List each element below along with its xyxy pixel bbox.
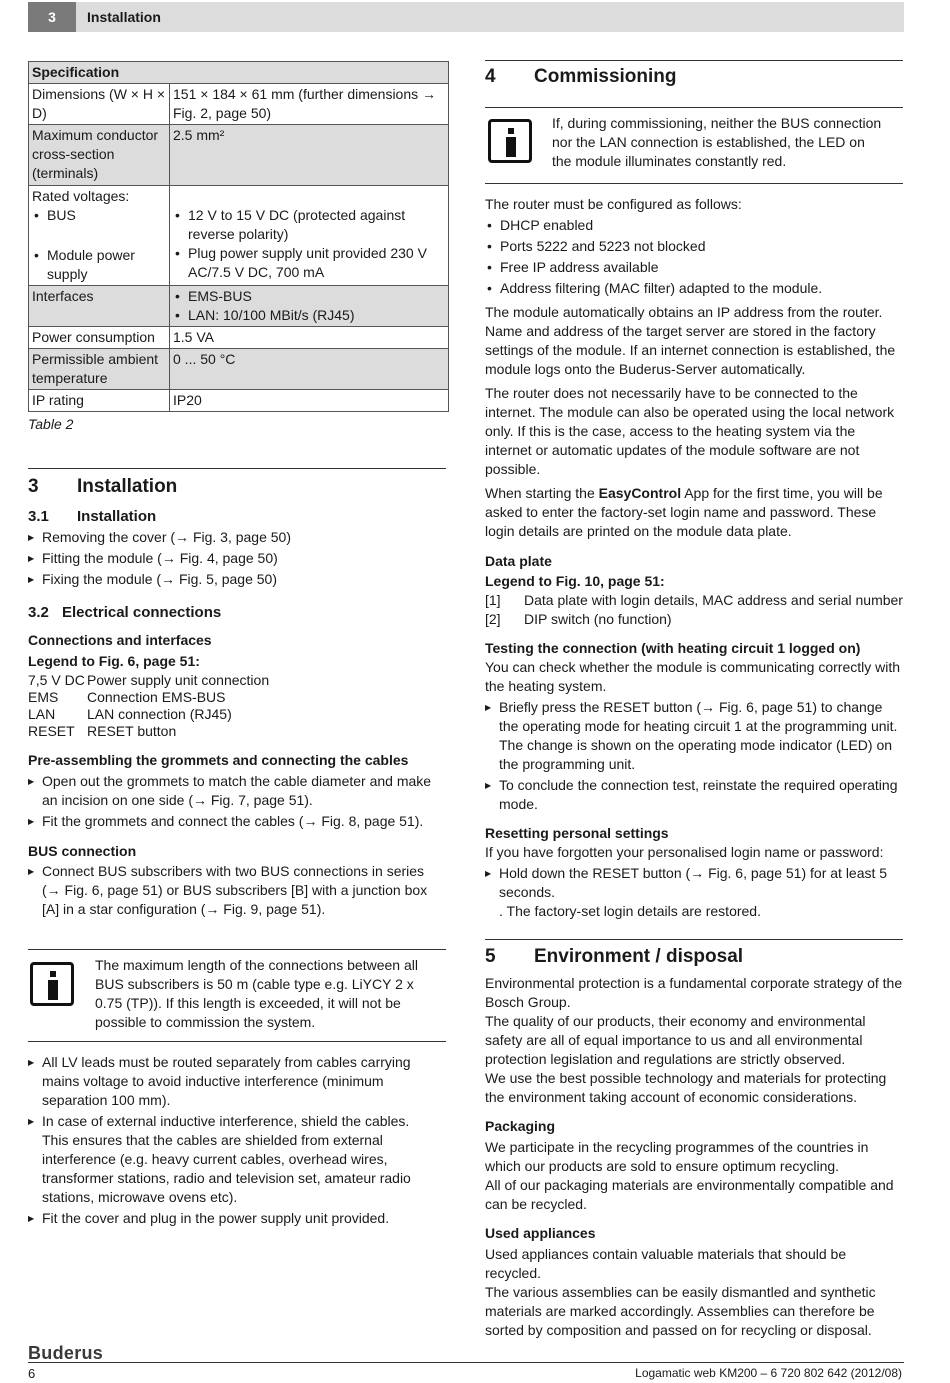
section-rule	[28, 468, 446, 469]
paragraph: If you have forgotten your personalised login name or password:	[485, 844, 884, 860]
spec-label: Power consumption	[29, 327, 170, 349]
used-appliances-heading: Used appliances	[485, 1225, 596, 1241]
chapter-number: 3	[28, 2, 76, 32]
test-steps	[485, 698, 903, 814]
spec-value: 0 ... 50 °C	[170, 349, 449, 390]
spec-value-cell	[170, 286, 449, 327]
section-5	[485, 947, 903, 1340]
legend-row: [1] Data plate with login details, MAC address and serial number	[485, 592, 903, 608]
list-item: ▶ Hold down the RESET button (→ Fig. 6, page 51) for at least 5 seconds. . The factory-set login details are restored.	[485, 864, 903, 921]
spec-value: • LAN: 10/100 MBit/s (RJ45)	[175, 307, 355, 323]
list-item: • Free IP address available	[485, 258, 903, 277]
paragraph: Used appliances contain valuable materials that should be recycled.	[485, 1246, 847, 1281]
info-icon	[30, 962, 74, 1006]
left-column	[28, 61, 449, 434]
section-3-heading: 3 Installation	[28, 476, 178, 497]
grommet-heading: Pre-assembling the grommets and connecting the cables	[28, 752, 409, 768]
legend-row: RESET RESET button	[28, 723, 177, 739]
legend-row: LAN LAN connection (RJ45)	[28, 706, 232, 722]
paragraph: The module automatically obtains an IP address from the router. Name and address of the target server are stored in the factory settings of the module. If an internet connection is established, the module logs onto the Buderus-Server automatically.	[485, 304, 896, 377]
spec-value: • 12 V to 15 V DC (protected against reverse polarity)	[175, 207, 406, 242]
chapter-title: Installation	[87, 9, 161, 25]
section-3-1-heading: 3.1 Installation	[28, 508, 157, 525]
section-rule	[485, 60, 903, 61]
paragraph: Environmental protection is a fundamental corporate strategy of the Bosch Group.	[485, 975, 903, 1010]
spec-label-cell	[29, 286, 170, 327]
page-number: 6	[28, 1366, 36, 1381]
section-4-heading: 4 Commissioning	[485, 66, 677, 87]
legend-row: 7,5 V DC Power supply unit connection	[28, 672, 270, 688]
spec-value: 1.5 VA	[170, 327, 449, 349]
list-item: ▶ Fit the cover and plug in the power supply unit provided.	[28, 1209, 446, 1228]
connections-legend	[28, 672, 446, 740]
reset-note: . The factory-set login details are restored.	[499, 903, 761, 919]
router-intro: The router must be configured as follows:	[485, 196, 742, 212]
legend-row: [2] DIP switch (no function)	[485, 611, 672, 627]
list-item: • DHCP enabled	[485, 216, 903, 235]
section-5-heading: 5 Environment / disposal	[485, 946, 744, 967]
legend-heading: Legend to Fig. 6, page 51:	[28, 653, 200, 669]
paragraph: We participate in the recycling programmes of the countries in which our products are sold to ensure optimum recycling.	[485, 1139, 869, 1174]
info-rule-top	[485, 107, 903, 108]
paragraph: The router does not necessarily have to be connected to the internet. The module can also be operated using the local network only. If this is the case, access to the heating system via the internet or automatic updates of the module software are not possible.	[485, 385, 895, 477]
list-item: ▶ Fixing the module (→ Fig. 5, page 50)	[28, 570, 446, 589]
section-3	[28, 477, 446, 919]
spec-sublabel: • Module power supply	[34, 247, 135, 282]
test-note: The change is shown on the operating mode indicator (LED) on the programming unit.	[499, 737, 893, 772]
spec-label: Maximum conductor cross-section (terminals)	[29, 125, 170, 186]
spec-label-cell	[29, 186, 170, 286]
section-3-2-heading: 3.2 Electrical connections	[28, 604, 222, 621]
list-item: ▶ All LV leads must be routed separately from cables carrying mains voltage to avoid inductive interference (minimum separation 100 mm).	[28, 1053, 446, 1110]
paragraph: The various assemblies can be easily dismantled and synthetic materials are marked accordingly. Assemblies can therefore be sorted by composition and passed on for recycling or disposal.	[485, 1284, 876, 1338]
paragraph: We use the best possible technology and materials for protecting the environment taking account of economic considerations.	[485, 1070, 887, 1105]
spec-table-title: Specification	[29, 62, 449, 84]
paragraph: All of our packaging materials are environmentally compatible and can be recycled.	[485, 1177, 894, 1212]
footer-rule	[28, 1362, 904, 1363]
spec-value: • Plug power supply unit provided 230 V AC/7.5 V DC, 700 mA	[175, 245, 427, 280]
list-item: • Ports 5222 and 5223 not blocked	[485, 237, 903, 256]
reset-steps	[485, 864, 903, 921]
list-item: ▶ Fitting the module (→ Fig. 4, page 50)	[28, 549, 446, 568]
paragraph: You can check whether the module is communicating correctly with the heating system.	[485, 659, 901, 694]
spec-value: IP20	[170, 390, 449, 412]
section-4	[485, 195, 903, 921]
info-rule-top	[28, 949, 446, 950]
shield-note: This ensures that the cables are shielded from external interference (e.g. heavy current cables, overhead wires, transformer stations, radio and television set, amateur radio stations, microwave ovens etc).	[42, 1132, 411, 1205]
grommet-steps	[28, 772, 446, 831]
spec-value-cell	[170, 186, 449, 286]
spec-sublabel: • BUS	[34, 207, 76, 223]
spec-value: • EMS-BUS	[175, 288, 252, 304]
table-caption: Table 2	[28, 416, 74, 432]
list-item: ▶ Open out the grommets to match the cable diameter and make an incision on one side (→ Fig. 7, page 51).	[28, 772, 446, 810]
spec-label: IP rating	[29, 390, 170, 412]
packaging-heading: Packaging	[485, 1118, 556, 1134]
spec-value: 151 × 184 × 61 mm (further dimensions → Fig. 2, page 50)	[170, 84, 449, 125]
data-plate-heading: Data plate	[485, 553, 552, 569]
lv-steps	[28, 1053, 446, 1228]
list-item: • Address filtering (MAC filter) adapted to the module.	[485, 279, 903, 298]
paragraph: The quality of our products, their economy and environmental safety are all of equal importance to us and all environmental protection legislation and regulations are strictly observed.	[485, 1013, 866, 1067]
spec-label: Permissible ambient temperature	[29, 349, 170, 390]
info-rule-bottom	[28, 1041, 446, 1042]
document-reference: Logamatic web KM200 – 6 720 802 642 (2012/08)	[635, 1366, 902, 1380]
brand-logo: Buderus	[28, 1343, 104, 1363]
legend-row: EMS Connection EMS-BUS	[28, 689, 226, 705]
test-heading: Testing the connection (with heating circuit 1 logged on)	[485, 640, 861, 656]
spec-value: 2.5 mm²	[170, 125, 449, 186]
info-note: The maximum length of the connections between all BUS subscribers is 50 m (cable type e.g. LiYCY 2 x 0.75 (TP)). If this length is exceeded, it will not be possible to commission the system.	[95, 957, 418, 1030]
installation-steps	[28, 528, 446, 589]
data-plate-legend	[485, 591, 903, 629]
list-item: ▶ In case of external inductive interference, shield the cables. This ensures that the cables are shielded from external interference (e.g. heavy current cables, overhead wires, transformer stations, radio and television set, amateur radio stations, microwave ovens etc).	[28, 1112, 446, 1207]
info-note: If, during commissioning, neither the BUS connection nor the LAN connection is established, the LED on the module illuminates constantly red.	[552, 115, 882, 169]
connections-heading: Connections and interfaces	[28, 632, 212, 648]
app-name: EasyControl	[598, 485, 682, 501]
paragraph: When starting the EasyControl App for the first time, you will be asked to enter the factory-set login name and password. These login details are printed on the module data plate.	[485, 485, 883, 539]
spec-table	[28, 61, 449, 412]
info-icon	[488, 119, 532, 163]
spec-label: Rated voltages:	[32, 188, 130, 204]
section-rule	[485, 939, 903, 940]
info-rule-bottom	[485, 183, 903, 184]
list-item: ▶ Fit the grommets and connect the cables (→ Fig. 8, page 51).	[28, 812, 446, 831]
router-list	[485, 216, 903, 298]
list-item: ▶ Removing the cover (→ Fig. 3, page 50)	[28, 528, 446, 547]
list-item: ▶ Briefly press the RESET button (→ Fig. 6, page 51) to change the operating mode for heating circuit 1 at the programming unit. The change is shown on the operating mode indicator (LED) on the programming unit.	[485, 698, 903, 774]
bus-heading: BUS connection	[28, 843, 137, 859]
legend-heading: Legend to Fig. 10, page 51:	[485, 573, 665, 589]
spec-label: Dimensions (W × H × D)	[29, 84, 170, 125]
reset-heading: Resetting personal settings	[485, 825, 669, 841]
list-item: ▶ To conclude the connection test, reinstate the required operating mode.	[485, 776, 903, 814]
lv-steps-block	[28, 1053, 446, 1228]
bus-steps	[28, 862, 446, 919]
list-item: ▶ Connect BUS subscribers with two BUS connections in series (→ Fig. 6, page 51) or BUS subscribers [B] with a junction box [A] in a star configuration (→ Fig. 9, page 51).	[28, 862, 446, 919]
spec-label: Interfaces	[32, 288, 94, 304]
